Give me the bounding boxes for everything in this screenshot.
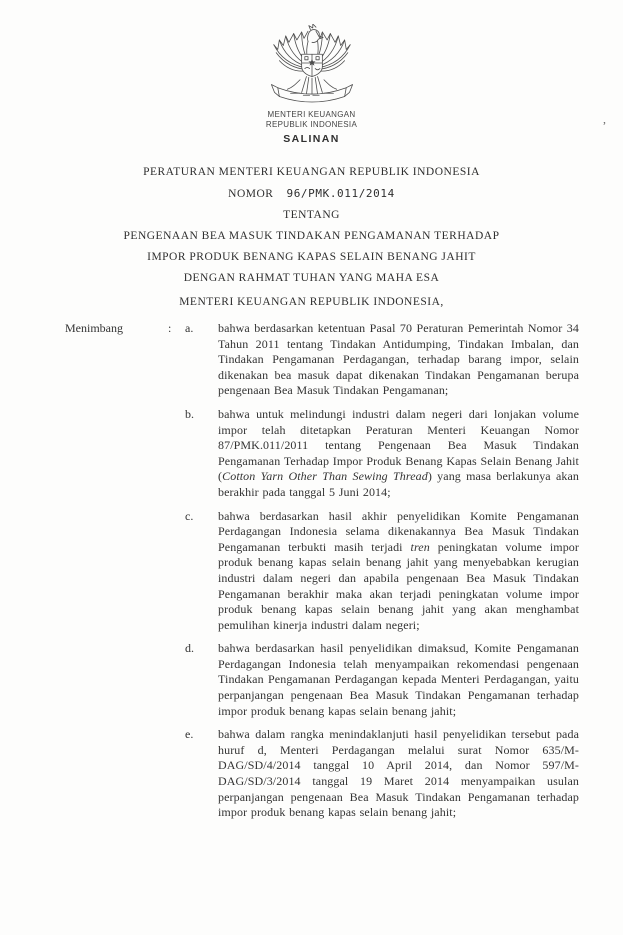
menimbang-item [185, 509, 579, 634]
menimbang-item [185, 407, 579, 501]
invocation-line: DENGAN RAHMAT TUHAN YANG MAHA ESA [183, 272, 440, 284]
item-letter: a. [185, 321, 194, 335]
letterhead [0, 24, 623, 145]
menimbang-item [185, 321, 579, 399]
menimbang-label: Menimbang [65, 321, 123, 335]
menimbang-item [185, 641, 579, 719]
issuer-line: MENTERI KEUANGAN REPUBLIK INDONESIA, [179, 296, 444, 308]
item-text: bahwa berdasarkan ketentuan Pasal 70 Peraturan Pemerintah Nomor 34 Tahun 2011 tentang Tindakan Antidumping, Tindakan Imbalan, dan Tindakan Pengamanan Perdagangan, terhadap barang impor, selain dikenakan bea masuk dapat dikenakan Tindakan Pengamanan berupa pengenaan Bea Masuk Tindakan Pengamanan; [218, 321, 579, 398]
regulation-number-line [0, 183, 623, 205]
item-letter: c. [185, 508, 194, 523]
item-text: bahwa dalam rangka menindaklanjuti hasil penyelidikan tersebut pada huruf d, Menteri Perdagangan melalui surat Nomor 635/M-DAG/SD/4/2014 tanggal 10 April 2014, dan Nomor 597/M-DAG/SD/3/2014 tanggal 19 Maret 2014 menyampaikan usulan perpanjangan pengenaan Bea Masuk Tindakan Pengamanan terhadap impor produk benang kapas selain benang jahit; [218, 727, 579, 820]
title-block [0, 162, 623, 313]
subject-line2: IMPOR PRODUK BENANG KAPAS SELAIN BENANG JAHIT [147, 251, 476, 263]
menimbang-section [65, 321, 579, 829]
menimbang-item [185, 727, 579, 821]
item-text: bahwa berdasarkan hasil penyelidikan dimaksud, Komite Pengamanan Perdagangan Indonesia telah menyampaikan rekomendasi pengenaan Tindakan Pengamanan Perdagangan kepada Menteri Perdagangan, yaitu perpanjangan pengenaan Bea Masuk Tindakan Pengamanan terhadap impor produk benang kapas selain benang jahit; [218, 641, 579, 718]
menimbang-items [185, 321, 579, 829]
item-letter: b. [185, 406, 194, 421]
menimbang-colon: : [168, 321, 172, 335]
number-value: 96/PMK.011/2014 [286, 187, 395, 200]
scan-artifact: , [603, 112, 606, 126]
garuda-pancasila-emblem-icon [256, 24, 368, 110]
item-letter: d. [185, 641, 194, 656]
regulation-heading: PERATURAN MENTERI KEUANGAN REPUBLIK INDONESIA [143, 166, 480, 178]
subject-line1: PENGENAAN BEA MASUK TINDAKAN PENGAMANAN TERHADAP [123, 230, 500, 242]
ministry-name-line1: MENTERI KEUANGAN [267, 110, 356, 119]
ministry-name-line2: REPUBLIK INDONESIA [265, 120, 358, 129]
about-label: TENTANG [283, 209, 340, 221]
number-label: NOMOR [228, 188, 274, 200]
item-letter: e. [185, 727, 194, 742]
copy-stamp: SALINAN [283, 133, 340, 145]
item-text: bahwa untuk melindungi industri dalam negeri dari lonjakan volume impor telah ditetapkan Peraturan Menteri Keuangan Nomor 87/PMK.011/2011 tentang Pengenaan Bea Masuk Tindakan Pengamanan Terhadap Impor Produk Benang Kapas Selain Benang Jahit (Cotton Yarn Other Than Sewing Thread) yang masa berlakunya akan berakhir pada tanggal 5 Juni 2014; [218, 406, 580, 499]
item-text: bahwa berdasarkan hasil akhir penyelidikan Komite Pengamanan Perdagangan Indonesia selama dikenakannya Bea Masuk Tindakan Pengamanan terbukti masih terjadi tren peningkatan volume impor produk benang kapas selain benang jahit yang menyebabkan kerugian industri dalam negeri dan apabila pengenaan Bea Masuk Tindakan Pengamanan berakhir maka akan terjadi peningkatan volume impor produk benang kapas selain benang jahit yang akan menghambat pemulihan kinerja industri dalam negeri; [218, 508, 579, 632]
